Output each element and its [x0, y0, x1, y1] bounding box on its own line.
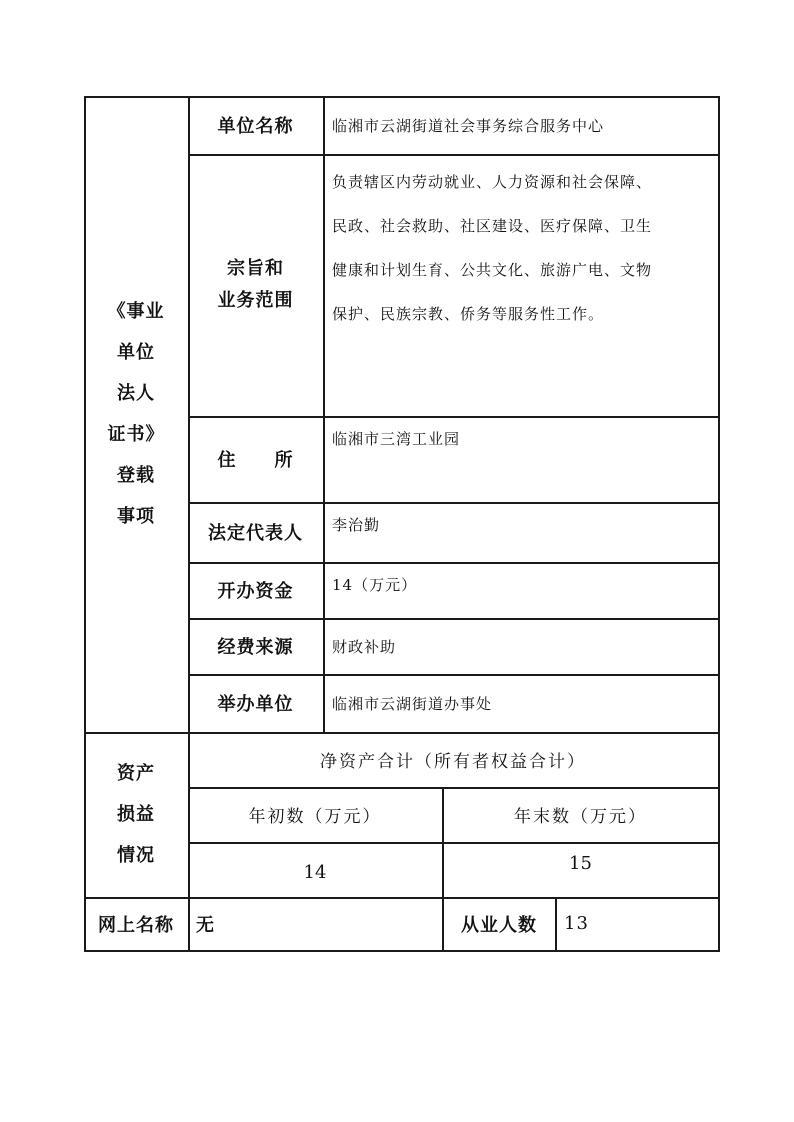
table-border-right — [718, 96, 720, 951]
registration-section-label — [84, 96, 188, 732]
online-name-label: 网上名称 — [98, 914, 174, 936]
label-line: 情况 — [117, 845, 155, 866]
assets-section-label — [84, 732, 188, 897]
end-year-header: 年末数（万元） — [514, 807, 647, 827]
label-line: 法人 — [117, 383, 155, 404]
address-value: 临湘市三湾工业园 — [332, 430, 461, 448]
label-line: 资产 — [117, 763, 155, 784]
purpose-label — [188, 154, 323, 416]
label-line: 宗旨和 — [227, 258, 284, 279]
capital-value: 14（万元） — [332, 576, 418, 594]
staff-count-value: 13 — [564, 913, 589, 934]
funding-label: 经费来源 — [217, 637, 294, 658]
label-line: 登载 — [117, 465, 155, 486]
end-year-value: 15 — [569, 853, 592, 874]
funding-value: 财政补助 — [332, 637, 397, 656]
unit-name-label: 单位名称 — [217, 116, 294, 137]
legal-rep-value: 李治勤 — [332, 516, 381, 534]
label-line: 事项 — [117, 506, 155, 527]
online-name-value: 无 — [196, 914, 215, 936]
purpose-line: 健康和计划生育、公共文化、旅游广电、文物 — [332, 261, 653, 279]
net-assets-header: 净资产合计（所有者权益合计） — [320, 752, 586, 772]
capital-label: 开办资金 — [217, 581, 294, 602]
label-line: 《事业 — [107, 301, 165, 322]
label-line: 业务范围 — [217, 290, 294, 311]
label-line: 单位 — [117, 342, 155, 363]
registration-table — [84, 96, 719, 951]
begin-year-header: 年初数（万元） — [248, 807, 382, 827]
purpose-line: 负责辖区内劳动就业、人力资源和社会保障、 — [332, 173, 653, 191]
unit-name-value: 临湘市云湖街道社会事务综合服务中心 — [332, 116, 605, 135]
sponsor-label: 举办单位 — [217, 694, 294, 715]
begin-year-value: 14 — [303, 862, 327, 883]
table-border-bottom — [84, 950, 720, 952]
purpose-line: 保护、民族宗教、侨务等服务性工作。 — [332, 305, 605, 323]
staff-count-label: 从业人数 — [461, 914, 537, 936]
address-label: 住 所 — [217, 450, 294, 471]
legal-rep-label: 法定代表人 — [208, 523, 303, 544]
label-line: 损益 — [117, 804, 155, 825]
purpose-line: 民政、社会救助、社区建设、医疗保障、卫生 — [332, 217, 653, 235]
sponsor-value: 临湘市云湖街道办事处 — [332, 694, 493, 713]
label-line: 证书》 — [107, 424, 165, 445]
purpose-value — [324, 154, 718, 416]
